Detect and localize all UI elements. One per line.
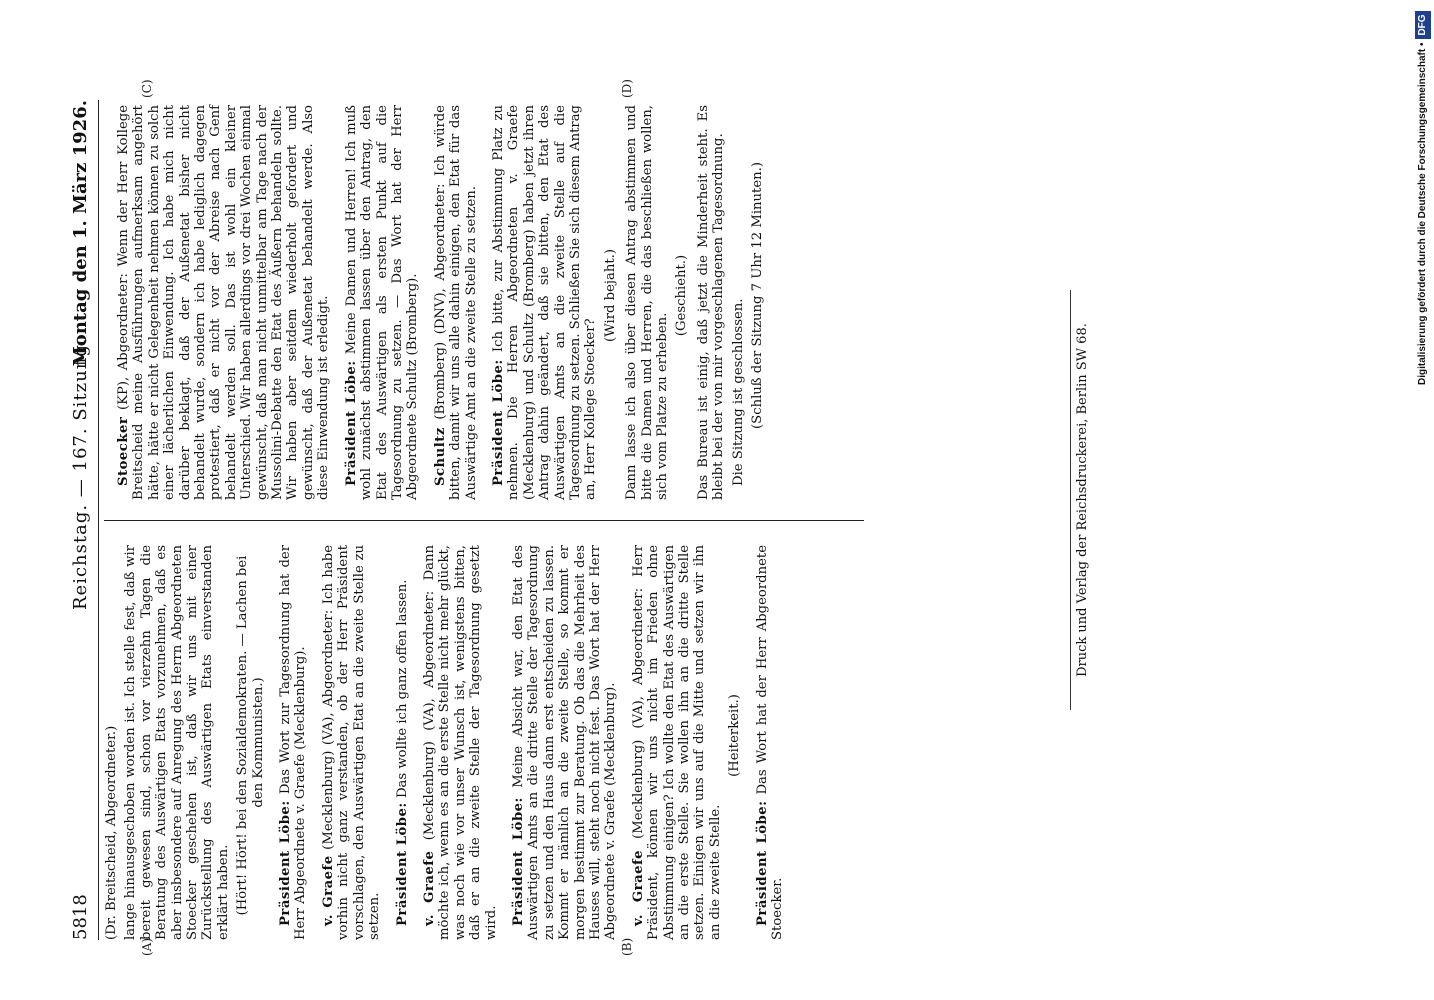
speaker-name: Präsident Löbe: (510, 797, 526, 926)
digitization-credit (1415, 5, 1431, 385)
stage-note: (Geschieht.) (674, 254, 690, 337)
body-paragraph: (Dr. Breitscheid, Abgeordneter.) (104, 725, 119, 940)
speaker-name: Präsident Löbe: (490, 359, 506, 486)
speech-paragraph (321, 545, 383, 940)
body-paragraph: Das Bureau ist einig, daß jetzt die Minderheit steht. Es bleibt bei der von mir vorgeschlagenen Tagesordnung. (695, 105, 727, 500)
stage-note: (Schluß der Sitzung 7 Uhr 12 Minuten.) (750, 162, 766, 429)
speech-paragraph (278, 545, 309, 940)
margin-marker-c: (C) (140, 79, 154, 98)
speech-paragraph (395, 545, 410, 940)
rotated-page (60, 80, 1420, 960)
speech-paragraph (422, 545, 499, 940)
right-column (104, 105, 771, 500)
speaker-name: Präsident Löbe: (343, 360, 359, 486)
speech-text: (Mecklenburg) (VA), Abgeordneter: Dann möchte ich, wenn es an die erste Stelle nicht mehr glückt, was noch wie vor unser Wunsch ist, wenigstens bitten, daß er an die zweite Stelle der Tagesordnung gesetzt wird. (421, 545, 499, 940)
column-divider (104, 520, 864, 521)
body-paragraph: Dann lasse ich also über diesen Antrag abstimmen und bitte die Damen und Herren, die das beschließen wollen, sich vom Platze zu erheben. (624, 105, 670, 500)
speech-text: Das Wort hat der Herr Abgeordnete Stoecker. (754, 544, 786, 940)
stage-note: (Heiterkeit.) (727, 694, 743, 777)
body-paragraph: Die Sitzung ist geschlossen. (730, 298, 746, 486)
speech-text: (Mecklenburg) (VA), Abgeordneter: Herr Präsident, können wir uns nicht im Frieden ohne Abstimmung einigen? Ich wollte den Etat des Auswärtigen an die erste Stelle. Sie wollen ihn an die dritte Stelle setzen. Einigen wir uns auf die Mitte und setzen wir ihn an die zweite Stelle. (630, 545, 723, 940)
session-date: Montag den 1. März 1926. (70, 100, 91, 367)
speaker-name: v. Graefe (630, 849, 646, 926)
speech-paragraph (433, 105, 479, 500)
speech-paragraph (755, 545, 786, 940)
page-number: 5818 (70, 894, 91, 940)
credit-text: Digitalisierung gefördert durch die Deutsche Forschungsgemeinschaft • (1417, 42, 1428, 385)
running-title: Reichstag. — 167. Sitzung. (70, 337, 91, 610)
speaker-name: Präsident Löbe: (394, 802, 410, 926)
speech-paragraph (116, 105, 332, 500)
speech-text: Ich bitte, zur Abstimmung Platz zu nehmen. Die Herren Abgeordneten v. Graefe (Mecklenburg) und Schultz (Bromberg) haben jetzt ihren Antrag dahin geändert, daß sie bitten, den Etat des Auswärtigen Amts an die zweite Stelle auf die Tagesordnung zu setzen. Schließen Sie sich diesem Antrag an, Herr Kollege Stoecker? (490, 105, 599, 500)
left-column (104, 545, 789, 940)
speech-text: Meine Absicht war, den Etat des Auswärtigen Amts an die dritte Stelle der Tagesordnung zu setzen und den Haus dann erst entscheiden zu lassen. Kommt er nämlich an die zweite Stelle, so kommt er morgen bestimmt zur Beratung. Ob das die Mehrheit des Hauses will, steht noch nicht fest. Das Wort hat der Herr Abgeordnete v. Graefe (Mecklenburg). (510, 545, 619, 940)
speech-paragraph (344, 105, 421, 500)
margin-marker-b: (B) (620, 937, 634, 956)
speech-text: (KP), Abgeordneter: Wenn der Herr Kollege Breitscheid meine Ausführungen aufmerksam angehört hätte, hätte er nicht Gelegenheit nehmen können zu solch einer lächerlichen Einwendung. Ich habe mich nicht darüber beklagt, daß der Außenetat bisher nicht behandelt wurde, sondern ich habe lediglich dagegen protestiert, daß er nicht vor der Abreise nach Genf behandelt werden soll. Das ist wohl ein kleiner Unterschied. Wir haben allerdings vor drei Wochen einmal gewünscht, daß man nicht unmittelbar am Tage nach der Mussolini-Debatte den Etat des Äußern behandeln sollte. Wir haben aber seitdem wiederholt gefordert und gewünscht, daß der Außenetat behandelt werde. Also diese Einwendung ist erledigt. (116, 105, 332, 500)
speaker-name: Präsident Löbe: (754, 800, 770, 926)
speech-paragraph (511, 545, 619, 940)
printer-imprint: Druck und Verlag der Reichsdruckerei, Berlin SW 68. (1075, 323, 1090, 677)
body-paragraph: lange hinausgeschoben worden ist. Ich stelle fest, daß wir bereit gewesen sind, schon vor vierzehn Tagen die Beratung des Auswärtigen Etats vorzunehmen, daß es aber insbesondere auf Anregung des Herrn Abgeordneten Stoecker geschehen ist, daß wir uns mit einer Zurückstellung des Auswärtigen Etats einverstanden erklärt haben. (123, 545, 231, 940)
speaker-name: Stoecker (116, 416, 131, 486)
margin-marker-d: (D) (620, 79, 634, 98)
speech-text: Das wollte ich ganz offen lassen. (394, 579, 410, 799)
stage-note: (Hört! Hört! bei den Sozialdemokraten. — Lachen bei den Kommunisten.) (235, 555, 266, 916)
dfg-logo: DFG (1415, 11, 1431, 38)
stage-note: (Wird bejaht.) (602, 249, 618, 342)
margin-marker-a: (A) (140, 937, 154, 956)
speaker-name: Präsident Löbe: (278, 800, 294, 926)
speech-text: (Bromberg) (DNV), Abgeordneter: Ich würde bitten, damit wir uns alle dahin einigen, den Etat für das Auswärtige Amt an die zweite Stelle zu setzen. (432, 105, 479, 500)
page-header (70, 100, 100, 940)
speaker-name: v. Graefe (421, 850, 437, 926)
speech-text: (Mecklenburg) (VA), Abgeordneter: Ich habe vorhin nicht ganz verstanden, ob der Herr Präsident vorschlagen, den Auswärtigen Etat an die zweite Stelle zu setzen. (320, 545, 383, 940)
header-rule (98, 100, 99, 940)
speech-text: Das Wort zur Tagesordnung hat der Herr Abgeordnete v. Graefe (Mecklenburg). (278, 545, 309, 940)
speech-paragraph (491, 105, 599, 500)
speaker-name: Schultz (432, 427, 448, 486)
speech-paragraph (631, 545, 723, 940)
speech-text: Meine Damen und Herren! Ich muß wohl zunächst abstimmen lassen über den Antrag, den Etat des Auswärtigen als ersten Punkt auf die Tagesordnung zu setzen. — Das Wort hat der Herr Abgeordnete Schultz (Bromberg). (343, 105, 421, 500)
speaker-name: v. Graefe (320, 855, 336, 926)
footer-rule (1070, 290, 1071, 710)
